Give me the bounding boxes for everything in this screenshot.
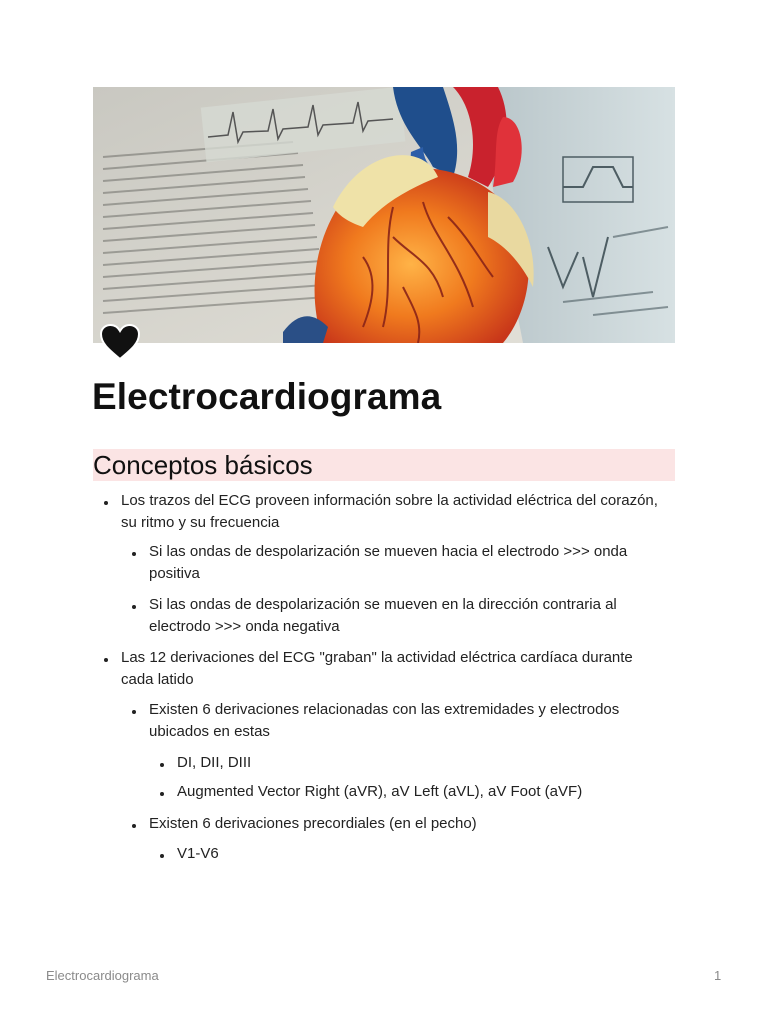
footer-doc-name: Electrocardiograma xyxy=(46,968,159,983)
list-item-text: Los trazos del ECG proveen información sobre la actividad eléctrica del corazón, su ritmo y su frecuencia xyxy=(121,492,658,531)
list-item-text: Si las ondas de despolarización se mueven hacia el electrodo >>> onda positiva xyxy=(149,543,628,582)
list-item-text: Augmented Vector Right (aVR), aV Left (aVL), aV Foot (aVF) xyxy=(177,783,583,800)
bullet-icon xyxy=(104,501,108,505)
bullet-icon xyxy=(132,824,136,828)
heart-icon xyxy=(98,323,142,361)
bullet-icon xyxy=(104,658,108,662)
list-item-text: DI, DII, DIII xyxy=(177,754,252,771)
bullet-icon xyxy=(160,792,164,796)
footer-page-number: 1 xyxy=(714,968,722,983)
list-item-text: Si las ondas de despolarización se mueven en la dirección contraria al electrodo >>> onda negativa xyxy=(149,596,617,635)
bullet-icon xyxy=(160,763,164,767)
list-item-text: Existen 6 derivaciones relacionadas con las extremidades y electrodos ubicados en estas xyxy=(149,701,620,740)
bullet-icon xyxy=(132,710,136,714)
section-heading: Conceptos básicos xyxy=(93,450,313,480)
bullet-icon xyxy=(132,605,136,609)
list-item-text: Existen 6 derivaciones precordiales (en el pecho) xyxy=(149,815,477,832)
bullet-icon xyxy=(132,552,136,556)
page-title: Electrocardiograma xyxy=(92,376,442,417)
bullet-icon xyxy=(160,854,164,858)
cover-image xyxy=(93,87,675,343)
list-item-text: Las 12 derivaciones del ECG "graban" la actividad eléctrica cardíaca durante cada latido xyxy=(121,649,633,688)
list-item-text: V1-V6 xyxy=(177,845,219,862)
